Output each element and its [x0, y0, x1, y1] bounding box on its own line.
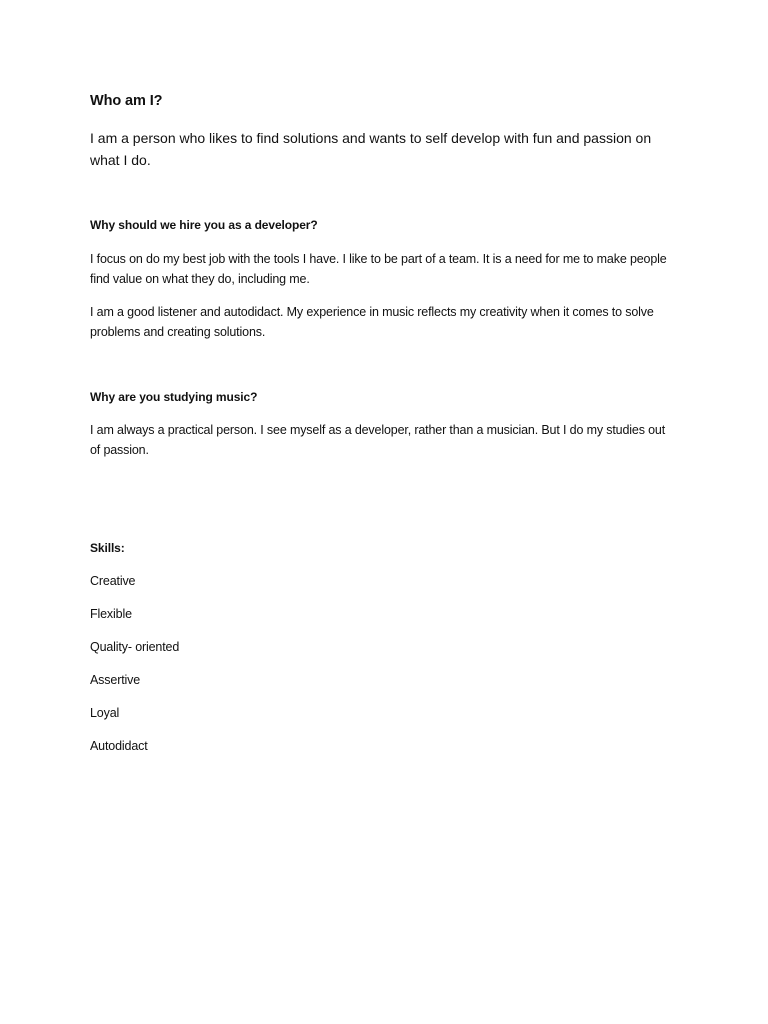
skill-item-flexible: Flexible	[90, 607, 132, 621]
skill-item-autodidact: Autodidact	[90, 739, 148, 753]
skill-item-loyal: Loyal	[90, 706, 120, 720]
hire-question-heading: Why should we hire you as a developer?	[90, 218, 318, 232]
intro-paragraph: I am a person who likes to find solutions and wants to self develop with fun and passion on what I do.	[90, 130, 652, 168]
skill-item-creative: Creative	[90, 574, 136, 588]
hire-paragraph-2: I am a good listener and autodidact. My experience in music reflects my creativity when it comes to solve problems and creating solutions.	[90, 305, 654, 339]
page-title: Who am I?	[90, 93, 163, 109]
music-question-heading: Why are you studying music?	[90, 390, 258, 404]
hire-paragraph-1: I focus on do my best job with the tools I have. I like to be part of a team. It is a need for me to make people find value on what they do, including me.	[90, 252, 667, 286]
skills-heading: Skills:	[90, 541, 125, 555]
skills-list	[90, 571, 179, 769]
music-paragraph: I am always a practical person. I see myself as a developer, rather than a musician. But I do my studies out of passion.	[90, 423, 666, 457]
skill-item-assertive: Assertive	[90, 673, 141, 687]
skill-item-quality-oriented: Quality- oriented	[90, 640, 180, 654]
